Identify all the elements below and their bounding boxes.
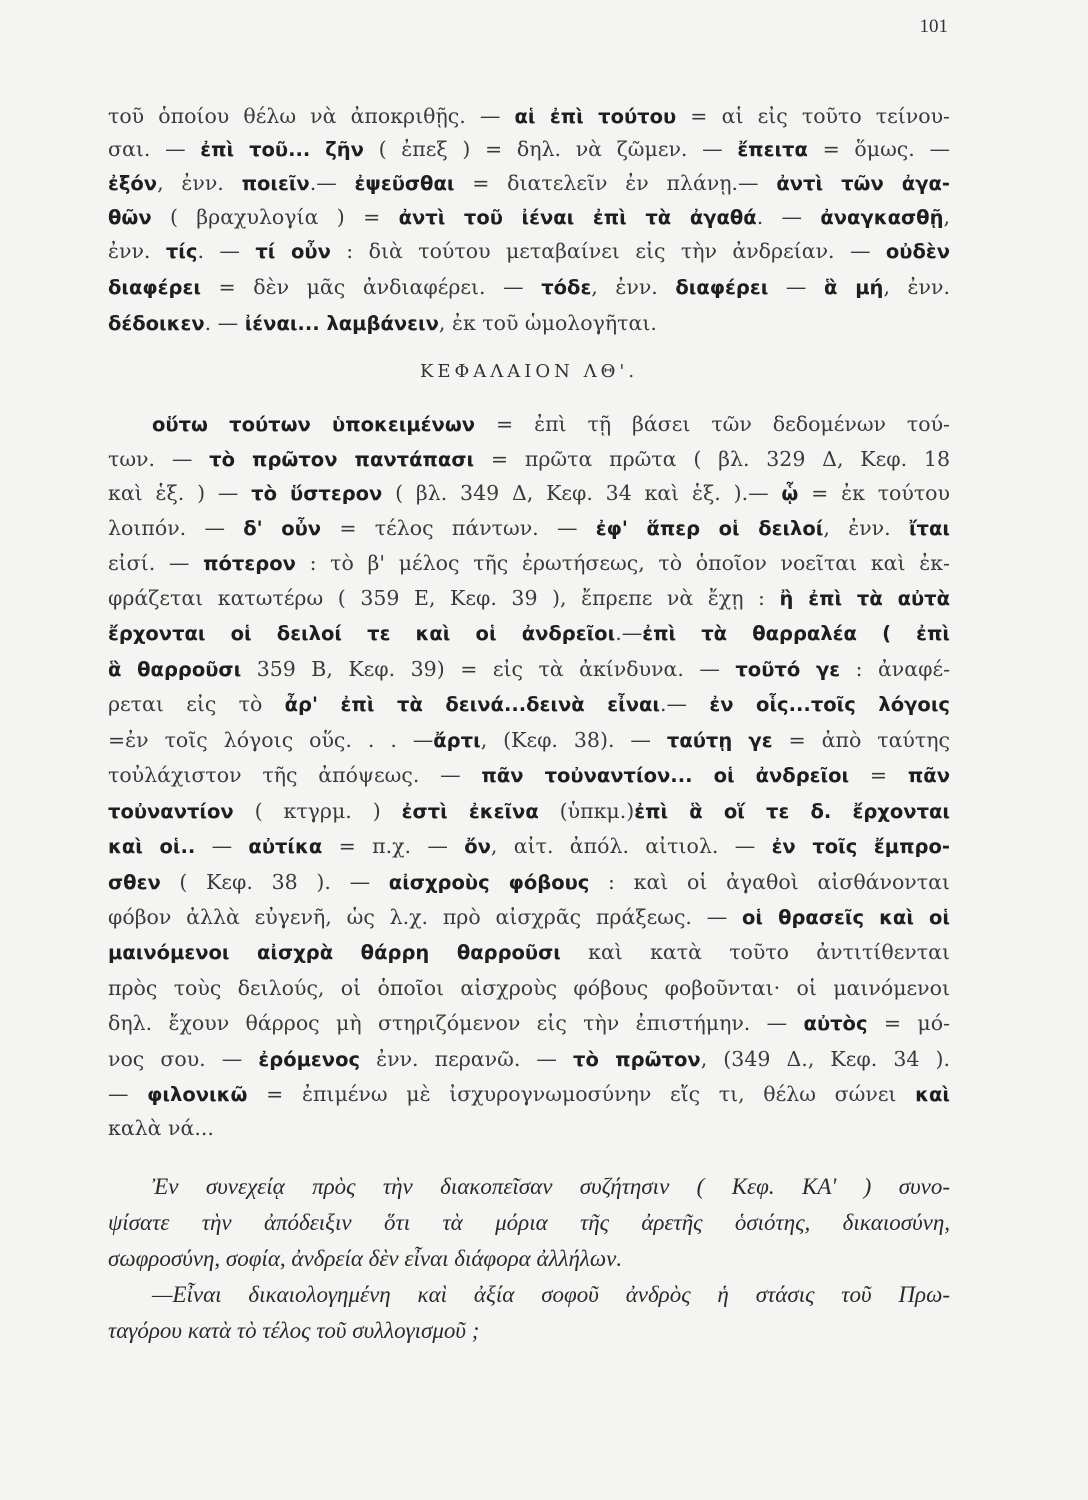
italic-text: —Εἶναι δικαιολογημένη καὶ ἀξία σοφοῦ ἀνδρὸς ἡ στάσις τοῦ Πρω- [152, 1282, 950, 1307]
text-line [108, 307, 950, 340]
plain-text: καὶ κατὰ τοῦτο ἀντιτίθενται [560, 940, 950, 964]
bold-term: τὸ πρῶτον [573, 1048, 701, 1071]
bold-term: ἔρχονται οἱ δειλοί τε καὶ οἱ ἀνδρεῖοι [108, 622, 616, 645]
plain-text: καὶ ἑξ. ) — [108, 481, 252, 505]
text-line [108, 866, 950, 899]
text-line [108, 133, 950, 166]
bold-term: σθεν [108, 871, 161, 894]
bold-term: οἱ θρασεῖς καὶ οἱ [742, 906, 950, 929]
bold-term: ἆρ' ἐπὶ τὰ δεινά...δεινὰ εἶναι [284, 693, 661, 716]
plain-text: .— [660, 692, 710, 716]
plain-text: . — [756, 205, 821, 229]
bold-term: δέδοικεν [108, 312, 205, 335]
text-line [108, 1112, 950, 1144]
plain-text: ( ἐπεξ ) = δηλ. νὰ ζῶμεν. — [363, 137, 738, 161]
bold-term: αἰσχροὺς φόβους [388, 871, 590, 894]
plain-text: νος σου. — [108, 1047, 259, 1071]
text-line [108, 936, 950, 969]
plain-text: = δὲν μᾶς ἀνδιαφέρει. — [200, 275, 542, 299]
bold-term: ἰέναι... λαμβάνειν [244, 312, 439, 335]
plain-text: .— [309, 171, 355, 195]
bold-term: ἐν τοῖς ἔμπρο- [771, 835, 950, 858]
text-line [108, 1207, 950, 1239]
bold-term: αὐτὸς [803, 1012, 868, 1035]
plain-text: = αἱ εἰς τοῦτο τείνου- [676, 104, 950, 128]
text-line [108, 795, 950, 828]
bold-term: πᾶν τοὐναντίον... οἱ ἀνδρεῖοι [481, 764, 850, 787]
bold-term: ᾧ [781, 482, 799, 505]
text-line [108, 408, 950, 441]
plain-text: — [108, 1082, 148, 1106]
plain-text: τοῦ ὁποίου θέλω νὰ ἀποκριθῇς. — [108, 104, 515, 128]
plain-text: = τέλος πάντων. — [321, 516, 596, 540]
text-line [108, 759, 950, 792]
bold-term: ἴται [908, 517, 950, 540]
bold-term: τὸ ὕστερον [251, 482, 383, 505]
plain-text: — [195, 834, 249, 858]
italic-text: σωφροσύνη, σοφία, ἀνδρεία δὲν εἶναι διάφορα ἀλλήλων. [108, 1246, 623, 1271]
bold-term: τί οὖν [255, 240, 331, 263]
text-line [108, 1315, 950, 1347]
plain-text: , ἐνν. [157, 171, 242, 195]
bold-term: διαφέρει [675, 276, 769, 299]
page-number: 101 [919, 16, 948, 37]
plain-text: = μό- [867, 1011, 950, 1035]
plain-text: , αἰτ. ἀπόλ. αἰτιολ. — [490, 834, 772, 858]
text-line [108, 972, 950, 1004]
plain-text: = πρῶτα πρῶτα ( βλ. 329 Δ, Κεφ. 18 [474, 447, 950, 471]
bold-term: ἐξόν [108, 172, 158, 195]
bold-term: ἢ ἐπὶ τὰ αὐτὰ [779, 587, 950, 610]
text-line [108, 1171, 950, 1203]
bold-term: καὶ οἱ.. [108, 835, 196, 858]
bold-term: ἔπειτα [737, 138, 808, 161]
bold-term: ἃ μή [823, 276, 884, 299]
italic-text: Ἐν συνεχείᾳ πρὸς τὴν διακοπεῖσαν συζήτησιν ( Κεφ. ΚΑ' ) συνο- [152, 1174, 950, 1199]
text-line [108, 512, 950, 545]
text-line [108, 100, 950, 133]
plain-text: εἰσί. — [108, 551, 204, 575]
plain-text: : διὰ τούτου μεταβαίνει εἰς τὴν ἀνδρείαν. — [330, 239, 886, 263]
plain-text: .— [615, 621, 643, 645]
text-line [108, 724, 950, 757]
text-line [108, 1078, 950, 1111]
bold-term: θῶν [108, 206, 152, 229]
plain-text: , ἐκ τοῦ ὡμολογῆται. [438, 311, 657, 335]
bold-term: ἐπὶ ἃ οἵ τε δ. ἔρχονται [634, 800, 950, 823]
bold-term: ἐπὶ τὰ θαρραλέα ( ἐπὶ [642, 622, 950, 645]
plain-text: λοιπόν. — [108, 516, 244, 540]
text-line [108, 582, 950, 615]
bold-term: καὶ [915, 1083, 950, 1106]
plain-text: = ὅμως. — [807, 137, 950, 161]
plain-text: , ἐνν. [883, 275, 950, 299]
bold-term: ἐφ' ἅπερ οἱ δειλοί [595, 517, 824, 540]
plain-text: τοὐλάχιστον τῆς ἀπόψεως. — [108, 763, 482, 787]
italic-text: ταγόρου κατὰ τὸ τέλος τοῦ συλλογισμοῦ ; [108, 1318, 480, 1343]
plain-text: φράζεται κατωτέρω ( 359 Ε, Κεφ. 39 ), ἔπρεπε νὰ ἔχῃ : [108, 586, 780, 610]
bold-term: ἐν οἷς...τοῖς λόγοις [709, 693, 950, 716]
plain-text: = ἐπιμένω μὲ ἰσχυρογνωμοσύνην εἴς τι, θέλω σώνει [247, 1082, 916, 1106]
italic-text: ψίσατε τὴν ἀπόδειξιν ὅτι τὰ μόρια τῆς ἀρετῆς ὁσιότης, δικαιοσύνη, [108, 1210, 950, 1235]
bold-term: πᾶν [907, 764, 950, 787]
plain-text: = ἐκ τούτου [798, 481, 950, 505]
text-line [108, 901, 950, 934]
bold-term: ἃ θαρροῦσι [108, 658, 242, 681]
bold-term: ἄρτι [433, 729, 481, 752]
plain-text: σαι. — [108, 137, 201, 161]
text-line [108, 688, 950, 721]
bold-term: οὕτω τούτων ὑποκειμένων [152, 413, 476, 436]
text-line [108, 443, 950, 476]
plain-text: , ἐνν. [823, 516, 909, 540]
bold-term: ἐπὶ τοῦ... ζῆν [200, 138, 364, 161]
text-line [108, 830, 950, 863]
plain-text: , (Κεφ. 38). — [480, 728, 667, 752]
plain-text: , ἐνν. [591, 275, 676, 299]
plain-text: , (349 Δ., Κεφ. 34 ). [700, 1047, 950, 1071]
bold-term: τοὐναντίον [108, 800, 234, 823]
plain-text: των. — [108, 447, 210, 471]
chapter-heading [108, 356, 950, 388]
bold-term: φιλονικῶ [147, 1083, 248, 1106]
plain-text: = ἀπὸ ταύτης [772, 728, 950, 752]
plain-text: = ἐπὶ τῇ βάσει τῶν δεδομένων τού- [475, 412, 950, 436]
plain-text: 359 Β, Κεφ. 39) = εἰς τὰ ἀκίνδυνα. — [241, 657, 736, 681]
bold-term: αὐτίκα [248, 835, 323, 858]
plain-text: πρὸς τοὺς δειλούς, οἱ ὁποῖοι αἰσχροὺς φόβους φοβοῦνται· οἱ μαινόμενοι [108, 976, 950, 1000]
plain-text: φόβον ἀλλὰ εὐγενῆ, ὡς λ.χ. πρὸ αἰσχρᾶς πράξεως. — [108, 905, 743, 929]
plain-text: ( βλ. 349 Δ, Κεφ. 34 καὶ ἑξ. ).— [382, 481, 782, 505]
bold-term: οὐδὲν [885, 240, 950, 263]
bold-term: τοῦτό γε [735, 658, 841, 681]
plain-text: , [943, 205, 950, 229]
plain-text: καλὰ νά... [108, 1116, 214, 1140]
text-line [108, 653, 950, 686]
text-line [108, 271, 950, 304]
plain-text: = [849, 763, 908, 787]
bold-term: πότερον [203, 552, 296, 575]
bold-term: δ' οὖν [243, 517, 322, 540]
text-line [108, 1007, 950, 1040]
bold-term: τὸ πρῶτον παντάπασι [209, 448, 475, 471]
plain-text: ΚΕΦΑΛΑΙΟΝ ΛΘ'. [419, 361, 639, 382]
text-line [108, 1279, 950, 1311]
bold-term: ἐρόμενος [258, 1048, 361, 1071]
text-line [108, 201, 950, 234]
text-line [108, 547, 950, 580]
plain-text: δηλ. ἔχουν θάρρος μὴ στηριζόμενον εἰς τὴν ἐπιστήμην. — [108, 1011, 804, 1035]
plain-text: ( Κεφ. 38 ). — [160, 870, 389, 894]
bold-term: ἀντὶ τοῦ ἰέναι ἐπὶ τὰ ἀγαθά [398, 206, 757, 229]
bold-term: ποιεῖν [241, 172, 310, 195]
plain-text: ἐνν. [108, 239, 166, 263]
plain-text: : ἀναφέ- [840, 657, 950, 681]
text-line [108, 235, 950, 268]
bold-term: αἱ ἐπὶ τούτου [514, 105, 677, 128]
bold-term: ὄν [464, 835, 491, 858]
bold-term: ἐψεῦσθαι [354, 172, 455, 195]
bold-term: ταύτῃ γε [666, 729, 773, 752]
text-line [108, 167, 950, 200]
plain-text: = διατελεῖν ἐν πλάνῃ.— [454, 171, 777, 195]
plain-text: ( κτγρμ. ) [233, 799, 402, 823]
plain-text: =ἐν τοῖς λόγοις οὕς. . . — [108, 728, 434, 752]
plain-text: : τὸ β' μέλος τῆς ἐρωτήσεως, τὸ ὁποῖον νοεῖται καὶ ἐκ- [295, 551, 950, 575]
plain-text: . — [197, 239, 256, 263]
plain-text: = π.χ. — [322, 834, 465, 858]
plain-text: ( βραχυλογία ) = [151, 205, 399, 229]
bold-term: μαινόμενοι αἰσχρὰ θάρρη θαρροῦσι [108, 941, 561, 964]
plain-text: — [768, 275, 824, 299]
plain-text: (ὑπκμ.) [538, 799, 635, 823]
text-line [108, 1243, 950, 1275]
text-line [108, 617, 950, 650]
plain-text: : καὶ οἱ ἀγαθοὶ αἰσθάνονται [589, 870, 950, 894]
plain-text: ρεται εἰς τὸ [108, 692, 285, 716]
bold-term: ἐστὶ ἐκεῖνα [401, 800, 539, 823]
plain-text: ἐνν. περανῶ. — [360, 1047, 574, 1071]
bold-term: διαφέρει [108, 276, 201, 299]
bold-term: ἀναγκασθῇ [820, 206, 944, 229]
bold-term: τίς [165, 240, 198, 263]
plain-text: . — [204, 311, 245, 335]
bold-term: τόδε [541, 276, 592, 299]
text-line [108, 477, 950, 510]
text-line [108, 1043, 950, 1076]
bold-term: ἀντὶ τῶν ἀγα- [776, 172, 950, 195]
